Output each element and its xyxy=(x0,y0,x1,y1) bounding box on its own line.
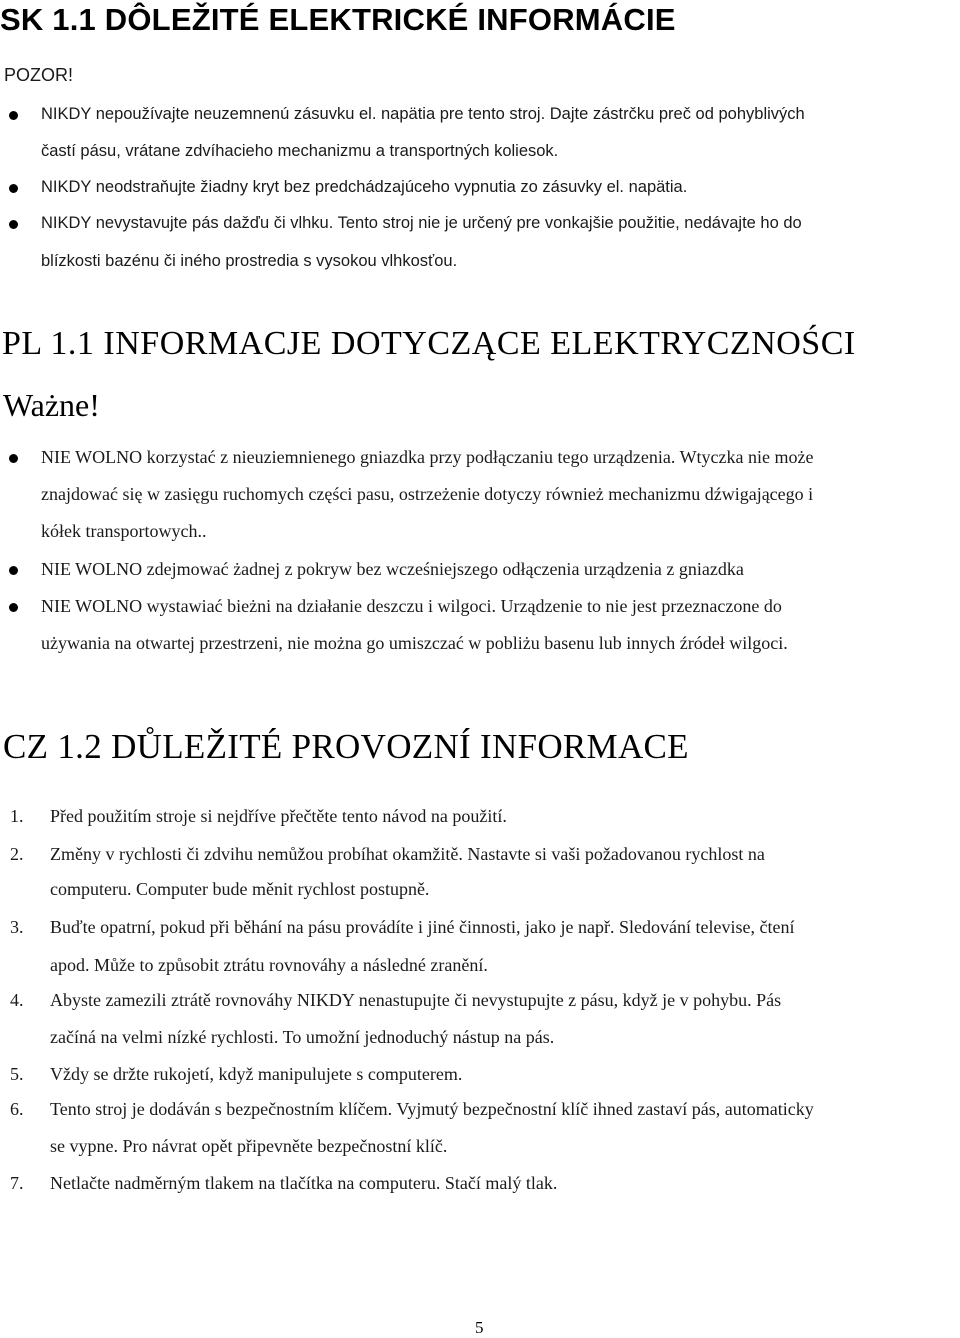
cz-item-4-line-2: začíná na velmi nízké rychlosti. To umožní jednoduchý nástup na pás. xyxy=(50,1027,555,1047)
pl-bullet-1-line-1: NIE WOLNO korzystać z nieuziemnienego gniazdka przy podłączaniu tego urządzenia. Wtyczka nie może xyxy=(41,447,814,467)
sk-bullet-3-line-1: NIKDY nevystavujte pás dažďu či vlhku. Tento stroj nie je určený pre vonkajšie použitie, nedávajte ho do xyxy=(41,214,802,232)
sk-bullet-3-line-2: blízkosti bazénu či iného prostredia s vysokou vlhkosťou. xyxy=(41,252,458,270)
pl-section-heading: PL 1.1 INFORMACJE DOTYCZĄCE ELEKTRYCZNOŚCI xyxy=(2,325,856,362)
bullet-icon xyxy=(9,454,18,463)
pl-bullet-1-line-3: kółek transportowych.. xyxy=(41,521,207,541)
sk-bullet-1-line-2: častí pásu, vrátane zdvíhacieho mechanizmu a transportných koliesok. xyxy=(41,142,559,160)
bullet-icon xyxy=(9,111,18,120)
sk-bullet-1-line-1: NIKDY nepoužívajte neuzemnenú zásuvku el. napätia pre tento stroj. Dajte zástrčku preč od pohyblivých xyxy=(41,105,805,123)
bullet-icon xyxy=(9,566,18,575)
cz-item-3-line-1: Buďte opatrní, pokud při běhání na pásu provádíte i jiné činnosti, jako je např. Sledování televise, čtení xyxy=(50,917,795,937)
cz-item-3-number: 3. xyxy=(10,917,24,937)
cz-item-2-number: 2. xyxy=(10,844,24,864)
bullet-icon xyxy=(9,603,18,612)
cz-item-4-number: 4. xyxy=(10,990,24,1010)
pl-warning-label: Ważne! xyxy=(3,387,100,423)
bullet-icon xyxy=(9,220,18,229)
sk-section-heading: SK 1.1 DÔLEŽITÉ ELEKTRICKÉ INFORMÁCIE xyxy=(0,2,676,37)
cz-item-4-line-1: Abyste zamezili ztrátě rovnováhy NIKDY nenastupujte či nevystupujte z pásu, když je v pohybu. Pás xyxy=(50,990,782,1010)
cz-item-1-number: 1. xyxy=(10,806,24,826)
page-number: 5 xyxy=(475,1318,484,1337)
pl-bullet-1-line-2: znajdować się w zasięgu ruchomych części pasu, ostrzeżenie dotyczy również mechanizmu dźwigającego i xyxy=(41,484,814,504)
sk-bullet-2-line-1: NIKDY neodstraňujte žiadny kryt bez predchádzajúceho vypnutia zo zásuvky el. napätia. xyxy=(41,178,688,196)
cz-item-2-line-2: computeru. Computer bude měnit rychlost postupně. xyxy=(50,879,430,899)
cz-item-1-line-1: Před použitím stroje si nejdříve přečtěte tento návod na použití. xyxy=(50,806,507,826)
cz-section-heading: CZ 1.2 DŮLEŽITÉ PROVOZNÍ INFORMACE xyxy=(3,727,689,766)
cz-item-6-number: 6. xyxy=(10,1099,24,1119)
cz-item-5-number: 5. xyxy=(10,1064,24,1084)
cz-item-6-line-2: se vypne. Pro návrat opět připevněte bezpečnostní klíč. xyxy=(50,1136,448,1156)
cz-item-2-line-1: Změny v rychlosti či zdvihu nemůžou probíhat okamžitě. Nastavte si vaši požadovanou rychlost na xyxy=(50,844,765,864)
bullet-icon xyxy=(9,184,18,193)
cz-item-7-number: 7. xyxy=(10,1173,24,1193)
pl-bullet-3-line-2: używania na otwartej przestrzeni, nie można go umiszczać w pobliżu basenu lub innych źródeł wilgoci. xyxy=(41,633,788,653)
pl-bullet-3-line-1: NIE WOLNO wystawiać bieżni na działanie deszczu i wilgoci. Urządzenie to nie jest przeznaczone do xyxy=(41,596,782,616)
cz-item-3-line-2: apod. Může to způsobit ztrátu rovnováhy a následné zranění. xyxy=(50,955,488,975)
cz-item-6-line-1: Tento stroj je dodáván s bezpečnostním klíčem. Vyjmutý bezpečnostní klíč ihned zastaví pás, automaticky xyxy=(50,1099,814,1119)
cz-item-7-line-1: Netlačte nadměrným tlakem na tlačítka na computeru. Stačí malý tlak. xyxy=(50,1173,558,1193)
sk-warning-label: POZOR! xyxy=(4,65,74,85)
pl-bullet-2-line-1: NIE WOLNO zdejmować żadnej z pokryw bez wcześniejszego odłączenia urządzenia z gniazdka xyxy=(41,559,744,579)
cz-item-5-line-1: Vždy se držte rukojetí, když manipulujete s computerem. xyxy=(50,1064,463,1084)
